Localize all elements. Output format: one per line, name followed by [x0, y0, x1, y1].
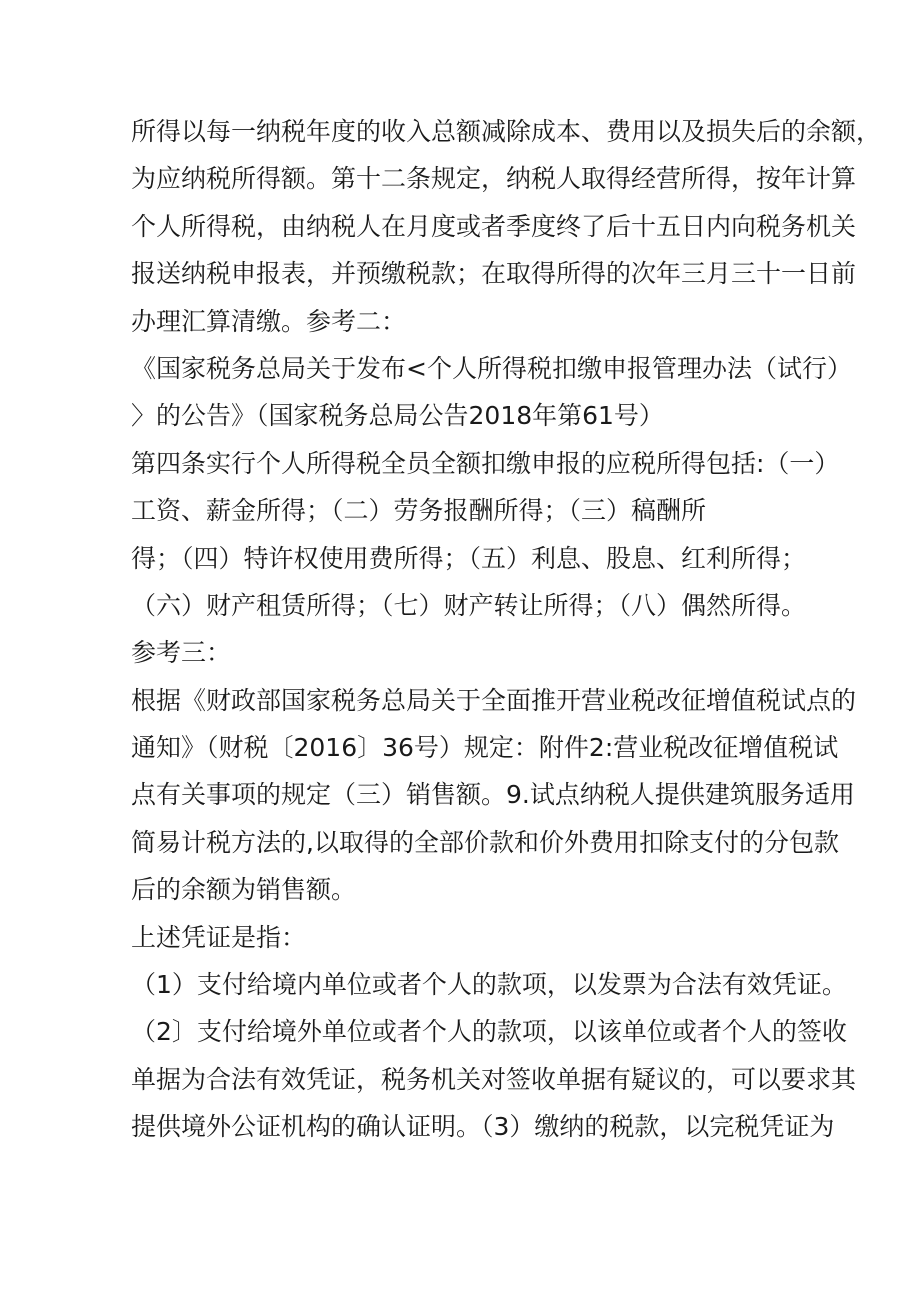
text-line-9: 工资、薪金所得；（二）劳务报酬所得；（三）稿酬所	[131, 496, 707, 526]
text-line-15: 点有关事项的规定（三）销售额。9.试点纳税人提供建筑服务适用	[131, 780, 855, 810]
text-line-14: 通知》（财税〔2016〕36号）规定：附件2:营业税改征增值税试	[131, 733, 839, 763]
text-line-13: 根据《财政部国家税务总局关于全面推开营业税改征增值税试点的	[131, 685, 857, 715]
text-line-21: 单据为合法有效凭证，税务机关对签收单据有疑议的，可以要求其	[131, 1064, 857, 1094]
text-line-4: 报送纳税申报表，并预缴税款；在取得所得的次年三月三十一日前	[131, 259, 857, 289]
document-body	[131, 108, 882, 1151]
text-line-8: 第四条实行个人所得税全员全额扣缴申报的应税所得包括:（一）	[131, 448, 840, 478]
text-line-1: 所得以每一纳税年度的收入总额减除成本、费用以及损失后的余额，	[131, 117, 882, 146]
text-line-6: 《国家税务总局关于发布<个人所得税扣缴申报管理办法（试行）	[131, 353, 852, 383]
text-line-16: 简易计税方法的,以取得的全部价款和价外费用扣除支付的分包款	[131, 827, 839, 857]
text-line-3: 个人所得税，由纳税人在月度或者季度终了后十五日内向税务机关	[131, 211, 857, 241]
text-line-5: 办理汇算清缴。参考二：	[131, 306, 407, 336]
text-line-18: 上述凭证是指：	[131, 922, 307, 952]
text-line-22: 提供境外公证机构的确认证明。（3）缴纳的税款，以完税凭证为	[131, 1112, 835, 1142]
text-line-10: 得；（四）特许权使用费所得；（五）利息、股息、红利所得；	[131, 543, 807, 573]
text-line-20: （2〕支付给境外单位或者个人的款项，以该单位或者个人的签收	[131, 1017, 847, 1047]
text-line-2: 为应纳税所得额。第十二条规定，纳税人取得经营所得，按年计算	[131, 164, 857, 194]
text-line-11: （六）财产租赁所得；（七）财产转让所得；（八）偶然所得。	[131, 590, 807, 620]
text-line-17: 后的余额为销售额。	[131, 875, 357, 905]
text-line-19: （1）支付给境内单位或者个人的款项，以发票为合法有效凭证。	[131, 970, 847, 1000]
text-line-12: 参考三：	[131, 638, 232, 668]
text-line-7: 〉的公告》（国家税务总局公告2018年第61号）	[131, 401, 664, 431]
